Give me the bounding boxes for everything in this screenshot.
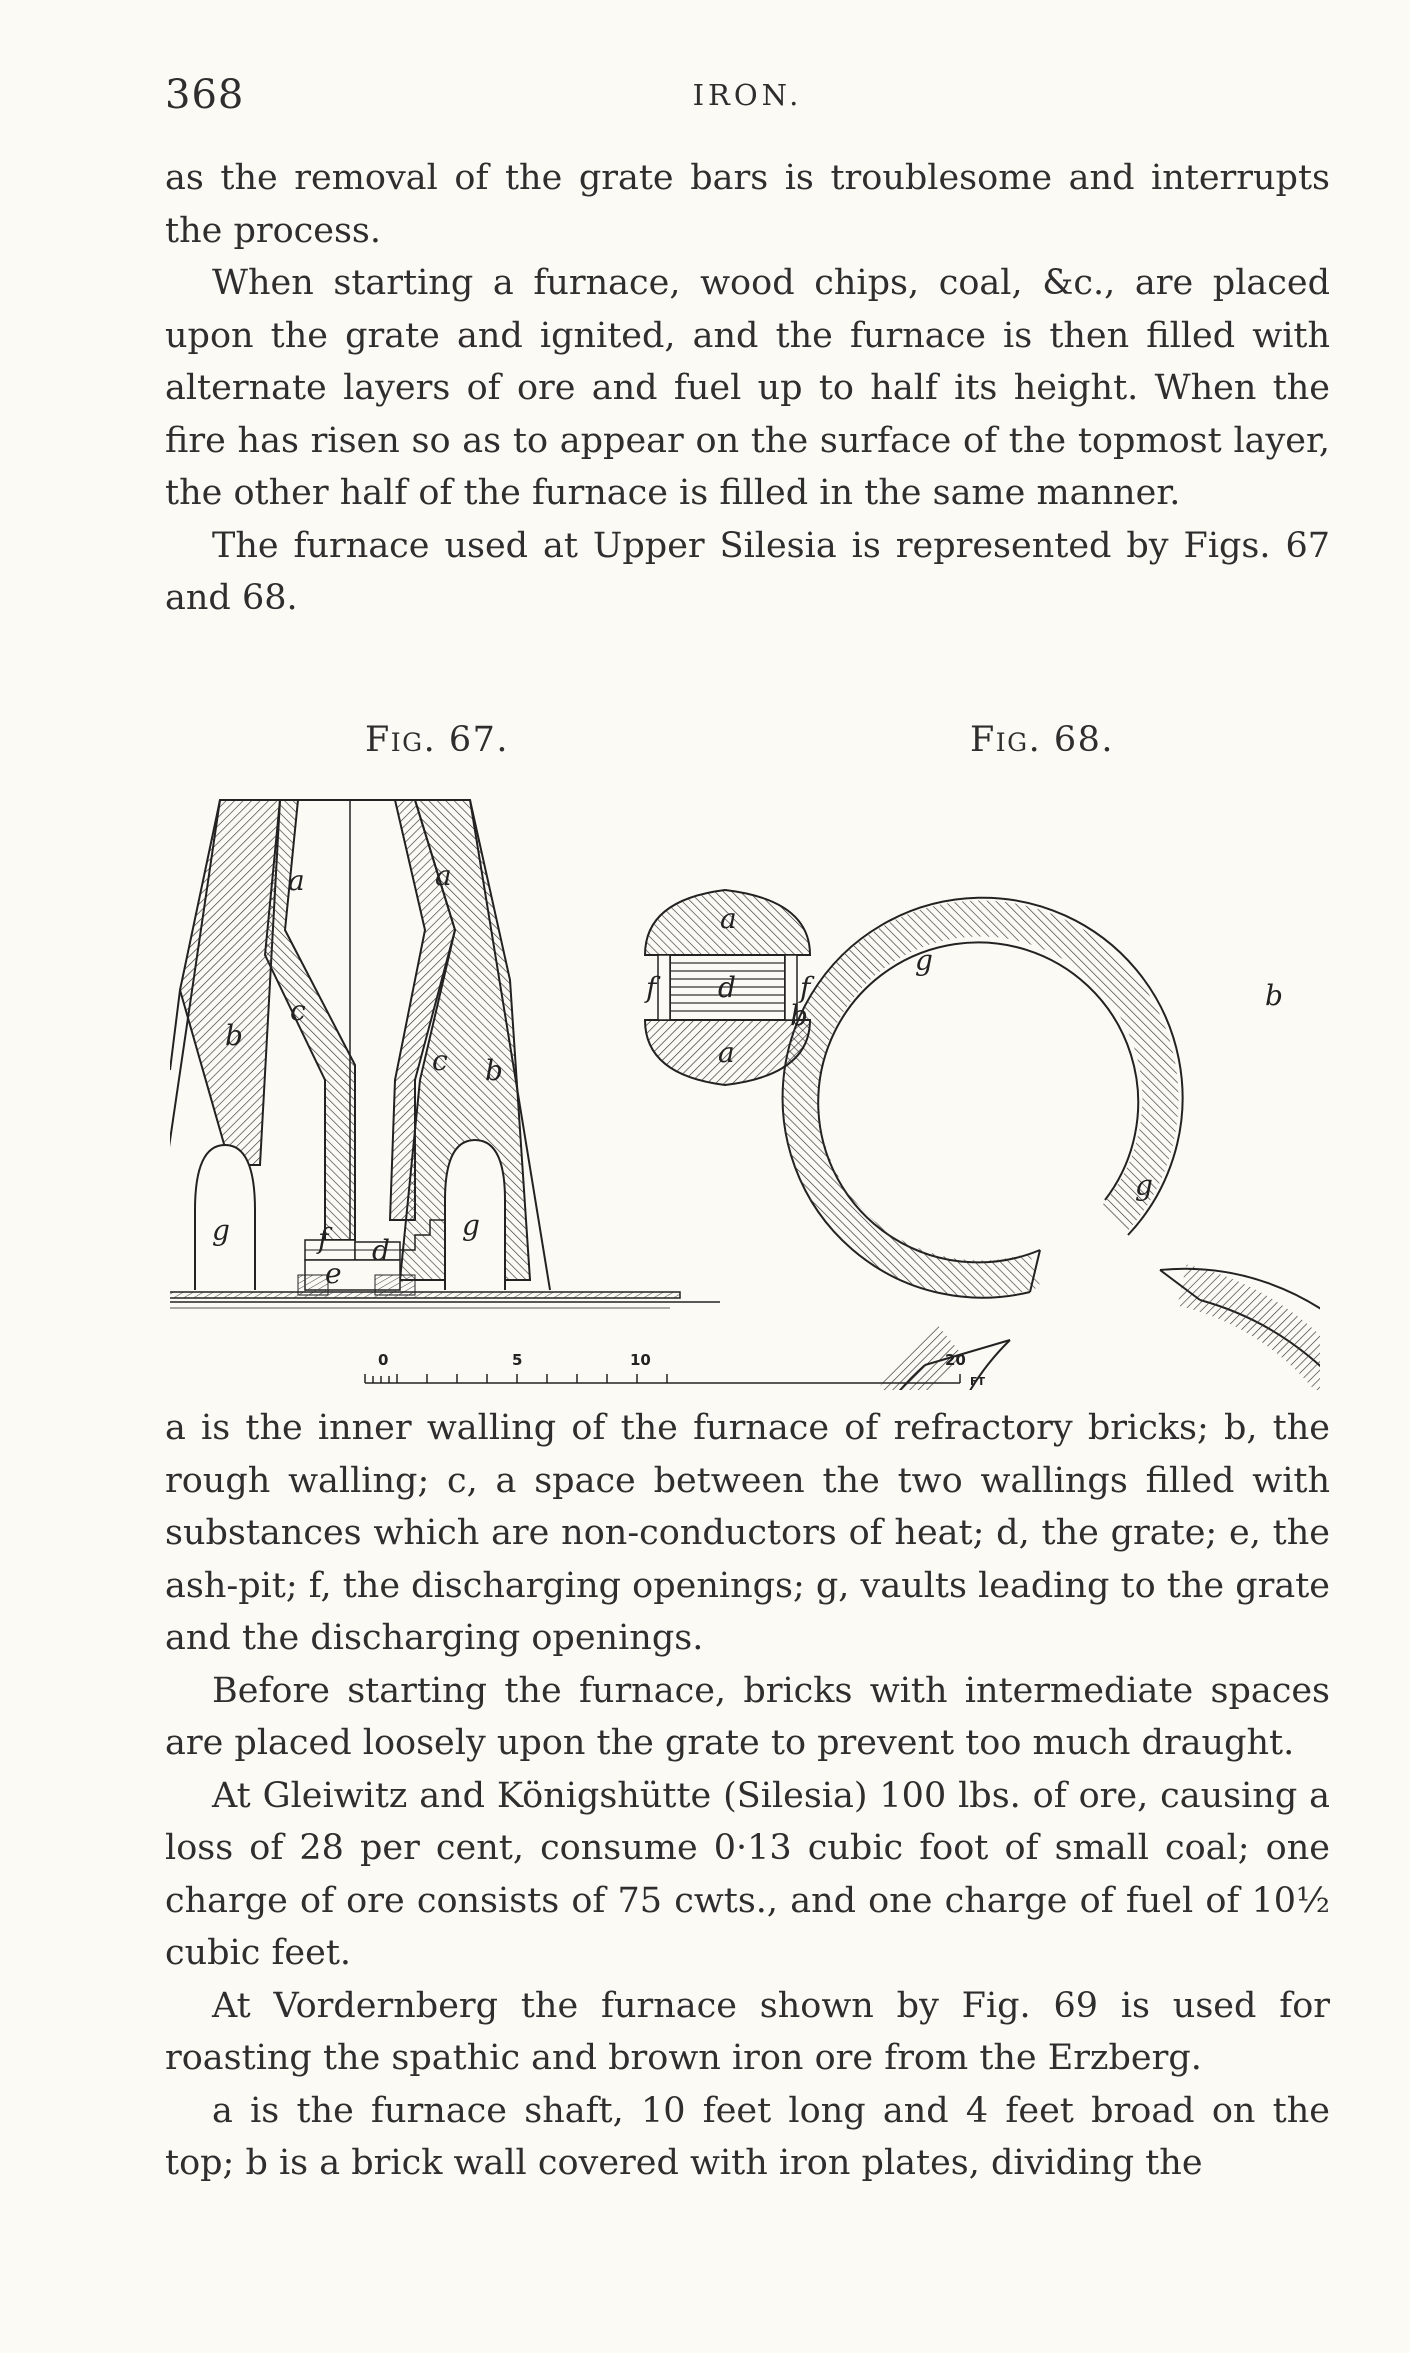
fig68-label-b1: b: [790, 999, 808, 1032]
fig67-label-e: e: [325, 1257, 342, 1290]
fig67-label-d: d: [372, 1234, 390, 1267]
figure-68-plan: [644, 890, 1320, 1390]
scale-tick-5: 5: [512, 1351, 523, 1369]
scale-tick-20: 20: [945, 1351, 966, 1369]
fig67-label-c2: c: [432, 1044, 448, 1077]
fig68-label-d: d: [718, 971, 736, 1004]
furnace-figures: [170, 780, 1320, 1390]
paragraph: When starting a furnace, wood chips, coal, &c., are placed upon the grate and ignited, and the furnace is then filled with alternate layers of ore and fuel up to half its height. When the fire has risen so as to appear on the surface of the topmost layer, the other half of the furnace is filled in the same manner.: [165, 263, 1330, 513]
fig67-label-f: f: [318, 1222, 329, 1255]
text-block-bottom: [165, 1402, 1330, 2190]
fig68-label-g1: g: [915, 944, 933, 977]
furnace-drawing: [170, 780, 1320, 1390]
running-head: IRON.: [692, 78, 803, 112]
fig67-label-a2: a: [435, 859, 452, 892]
paragraph: The furnace used at Upper Silesia is represented by Figs. 67 and 68.: [165, 525, 1330, 618]
fig68-label-f1: f: [646, 971, 657, 1004]
fig68-label-a1: a: [720, 902, 737, 935]
fig67-label-b1: b: [225, 1019, 243, 1052]
fig68-label-b2: b: [1265, 979, 1283, 1012]
fig67-label-g1: g: [212, 1214, 230, 1247]
fig67-label-b2: b: [485, 1054, 503, 1087]
fig68-label-a2: a: [718, 1036, 735, 1069]
fig67-label-c1: c: [290, 994, 306, 1027]
paragraph: Before starting the furnace, bricks with intermediate spaces are placed loosely upon the grate to prevent too much draught.: [165, 1670, 1330, 1763]
page-header: [165, 72, 1330, 132]
fig67-label-a1: a: [288, 864, 305, 897]
scale-tick-10: 10: [630, 1351, 651, 1369]
figure-67-section: [170, 800, 720, 1308]
paragraph: a is the furnace shaft, 10 feet long and 4 feet broad on the top; b is a brick wall covered with iron plates, dividing the: [165, 2090, 1330, 2183]
paragraph: At Gleiwitz and Königshütte (Silesia) 100 lbs. of ore, causing a loss of 28 per cent, consume 0·13 cubic foot of small coal; one charge of ore consists of 75 cwts., and one charge of fuel of 10½ cubic feet.: [165, 1775, 1330, 1973]
paragraph: as the removal of the grate bars is troublesome and interrupts the process.: [165, 158, 1330, 251]
text-block-top: [165, 152, 1330, 625]
figure-68-caption: Fig. 68.: [970, 720, 1115, 760]
fig68-label-g2: g: [1135, 1169, 1153, 1202]
fig67-label-g2: g: [462, 1209, 480, 1242]
scale-tick-0: 0: [378, 1351, 389, 1369]
figure-67-caption: Fig. 67.: [365, 720, 510, 760]
scale-unit: FT: [970, 1375, 986, 1388]
fig68-label-f2: f: [800, 971, 811, 1004]
paragraph: At Vordernberg the furnace shown by Fig. 69 is used for roasting the spathic and brown iron ore from the Erzberg.: [165, 1985, 1330, 2078]
page-number: 368: [165, 72, 245, 118]
paragraph: a is the inner walling of the furnace of refractory bricks; b, the rough walling; c, a space between the two wallings filled with substances which are non-conductors of heat; d, the grate; e, the ash-pit; f, the discharging openings; g, vaults leading to the grate and the discharging openings.: [165, 1408, 1331, 1658]
